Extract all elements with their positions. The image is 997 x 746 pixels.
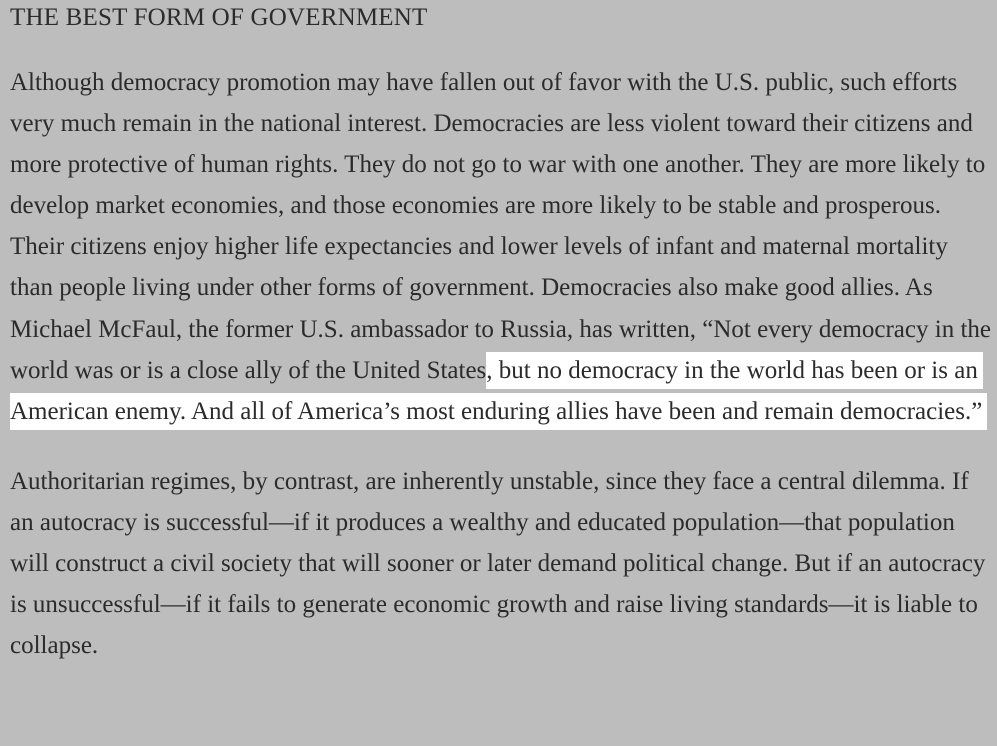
highlighted-quote[interactable]: , but no democracy in the world has been or is an American enemy. And all of America’s most enduring allies have been and remain democracies.” xyxy=(10,357,987,425)
paragraph-authoritarian-regimes: Authoritarian regimes, by contrast, are inherently unstable, since they face a central dilemma. If an autocracy is successful—if it produces a wealthy and educated population—that population will construct a civil society that will sooner or later demand political change. But if an autocracy is unsuccessful—if it fails to generate economic growth and raise living standards—it is liable to collapse. xyxy=(10,467,986,660)
paragraph-democracy-benefits xyxy=(10,62,997,432)
section-heading: THE BEST FORM OF GOVERNMENT xyxy=(10,4,428,31)
paragraph-text: Although democracy promotion may have fallen out of favor with the U.S. public, such efforts very much remain in the national interest. Democracies are less violent toward their citizens and more protective of human rights. They do not go to war with one another. They are more likely to develop market economies, and those economies are more likely to be stable and prosperous. Their citizens enjoy higher life expectancies and lower levels of infant and maternal mortality than people living under other forms of government. Democracies also make good allies. As Michael McFaul, the former U.S. ambassador to Russia, has written, “Not every democracy in the world was or is a close ally of the United States xyxy=(10,69,991,384)
